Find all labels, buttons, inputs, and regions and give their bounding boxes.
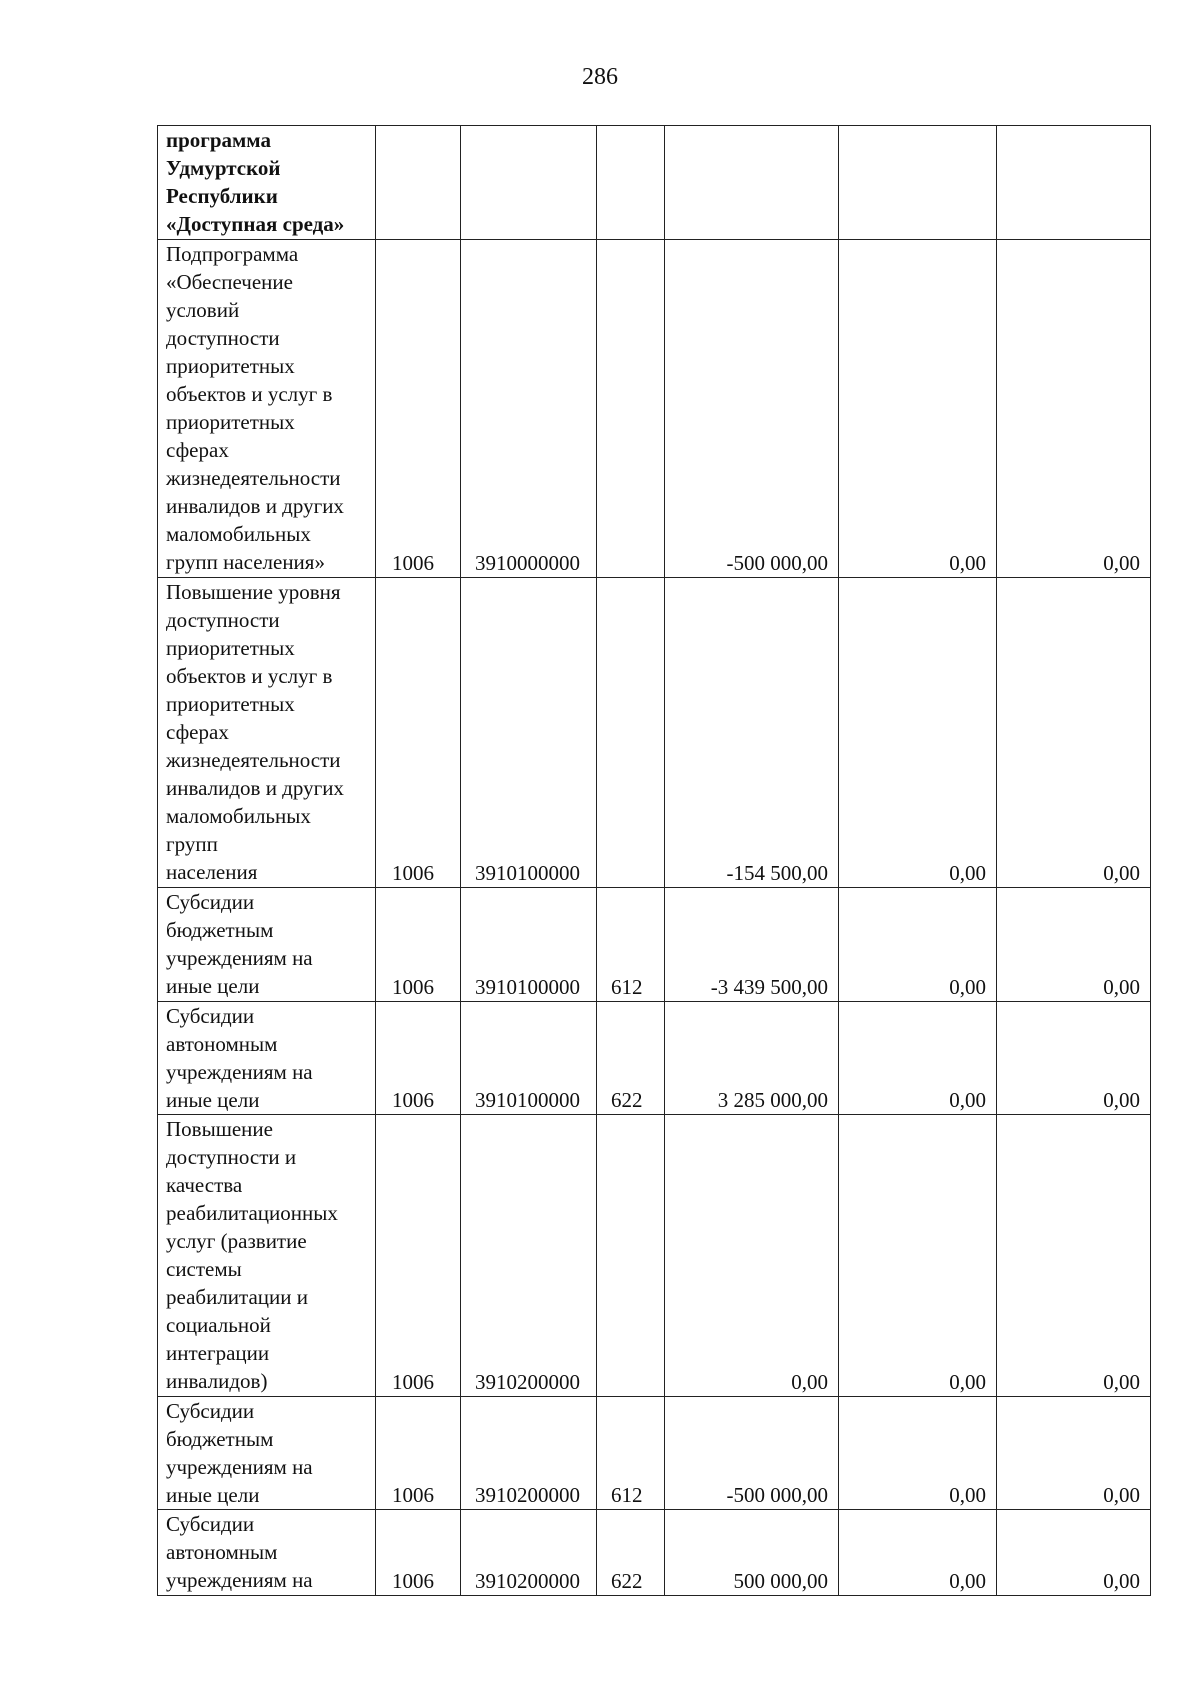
expense-kind <box>597 1115 665 1397</box>
amount-3: 0,00 <box>997 578 1151 888</box>
row-name: Субсидии автономным учреждениям на иные цели <box>158 1002 376 1115</box>
amount-2: 0,00 <box>839 578 997 888</box>
section-code: 1006 <box>376 240 461 578</box>
expense-kind <box>597 126 665 240</box>
row-name: программа Удмуртской Республики «Доступная среда» <box>158 126 376 240</box>
amount-3: 0,00 <box>997 1510 1151 1596</box>
table-row <box>158 578 1151 888</box>
amount-3: 0,00 <box>997 888 1151 1002</box>
amount-1: -500 000,00 <box>665 240 839 578</box>
amount-1 <box>665 126 839 240</box>
amount-2 <box>839 126 997 240</box>
row-name: Подпрограмма «Обеспечение условий доступности приоритетных объектов и услуг в приоритетных сферах жизнедеятельности инвалидов и других маломобильных групп населения» <box>158 240 376 578</box>
target-code: 3910200000 <box>461 1115 597 1397</box>
table-row <box>158 240 1151 578</box>
amount-3: 0,00 <box>997 1002 1151 1115</box>
amount-2: 0,00 <box>839 888 997 1002</box>
section-code: 1006 <box>376 1115 461 1397</box>
target-code: 3910100000 <box>461 888 597 1002</box>
section-code: 1006 <box>376 1397 461 1510</box>
amount-1: 3 285 000,00 <box>665 1002 839 1115</box>
target-code <box>461 126 597 240</box>
expense-kind: 622 <box>597 1510 665 1596</box>
amount-3: 0,00 <box>997 1397 1151 1510</box>
table-row <box>158 1397 1151 1510</box>
row-name: Субсидии бюджетным учреждениям на иные цели <box>158 888 376 1002</box>
table-row <box>158 888 1151 1002</box>
amount-1: -154 500,00 <box>665 578 839 888</box>
table-row <box>158 1510 1151 1596</box>
amount-1: 500 000,00 <box>665 1510 839 1596</box>
row-name: Повышение доступности и качества реабилитационных услуг (развитие системы реабилитации и социальной интеграции инвалидов) <box>158 1115 376 1397</box>
amount-3: 0,00 <box>997 240 1151 578</box>
amount-2: 0,00 <box>839 1115 997 1397</box>
section-code: 1006 <box>376 1002 461 1115</box>
amount-2: 0,00 <box>839 1510 997 1596</box>
table-row <box>158 126 1151 240</box>
budget-table <box>157 125 1151 1596</box>
amount-1: 0,00 <box>665 1115 839 1397</box>
amount-3: 0,00 <box>997 1115 1151 1397</box>
page-number: 286 <box>582 64 618 90</box>
expense-kind: 612 <box>597 1397 665 1510</box>
target-code: 3910100000 <box>461 578 597 888</box>
expense-kind <box>597 578 665 888</box>
row-name: Субсидии автономным учреждениям на <box>158 1510 376 1596</box>
section-code: 1006 <box>376 888 461 1002</box>
table-row <box>158 1115 1151 1397</box>
expense-kind: 612 <box>597 888 665 1002</box>
amount-1: -3 439 500,00 <box>665 888 839 1002</box>
amount-2: 0,00 <box>839 1397 997 1510</box>
section-code: 1006 <box>376 1510 461 1596</box>
target-code: 3910200000 <box>461 1510 597 1596</box>
expense-kind <box>597 240 665 578</box>
row-name: Повышение уровня доступности приоритетных объектов и услуг в приоритетных сферах жизнедеятельности инвалидов и других маломобильных групп населения <box>158 578 376 888</box>
amount-3 <box>997 126 1151 240</box>
section-code <box>376 126 461 240</box>
target-code: 3910200000 <box>461 1397 597 1510</box>
table-row <box>158 1002 1151 1115</box>
amount-1: -500 000,00 <box>665 1397 839 1510</box>
amount-2: 0,00 <box>839 1002 997 1115</box>
row-name: Субсидии бюджетным учреждениям на иные цели <box>158 1397 376 1510</box>
expense-kind: 622 <box>597 1002 665 1115</box>
section-code: 1006 <box>376 578 461 888</box>
target-code: 3910100000 <box>461 1002 597 1115</box>
target-code: 3910000000 <box>461 240 597 578</box>
amount-2: 0,00 <box>839 240 997 578</box>
